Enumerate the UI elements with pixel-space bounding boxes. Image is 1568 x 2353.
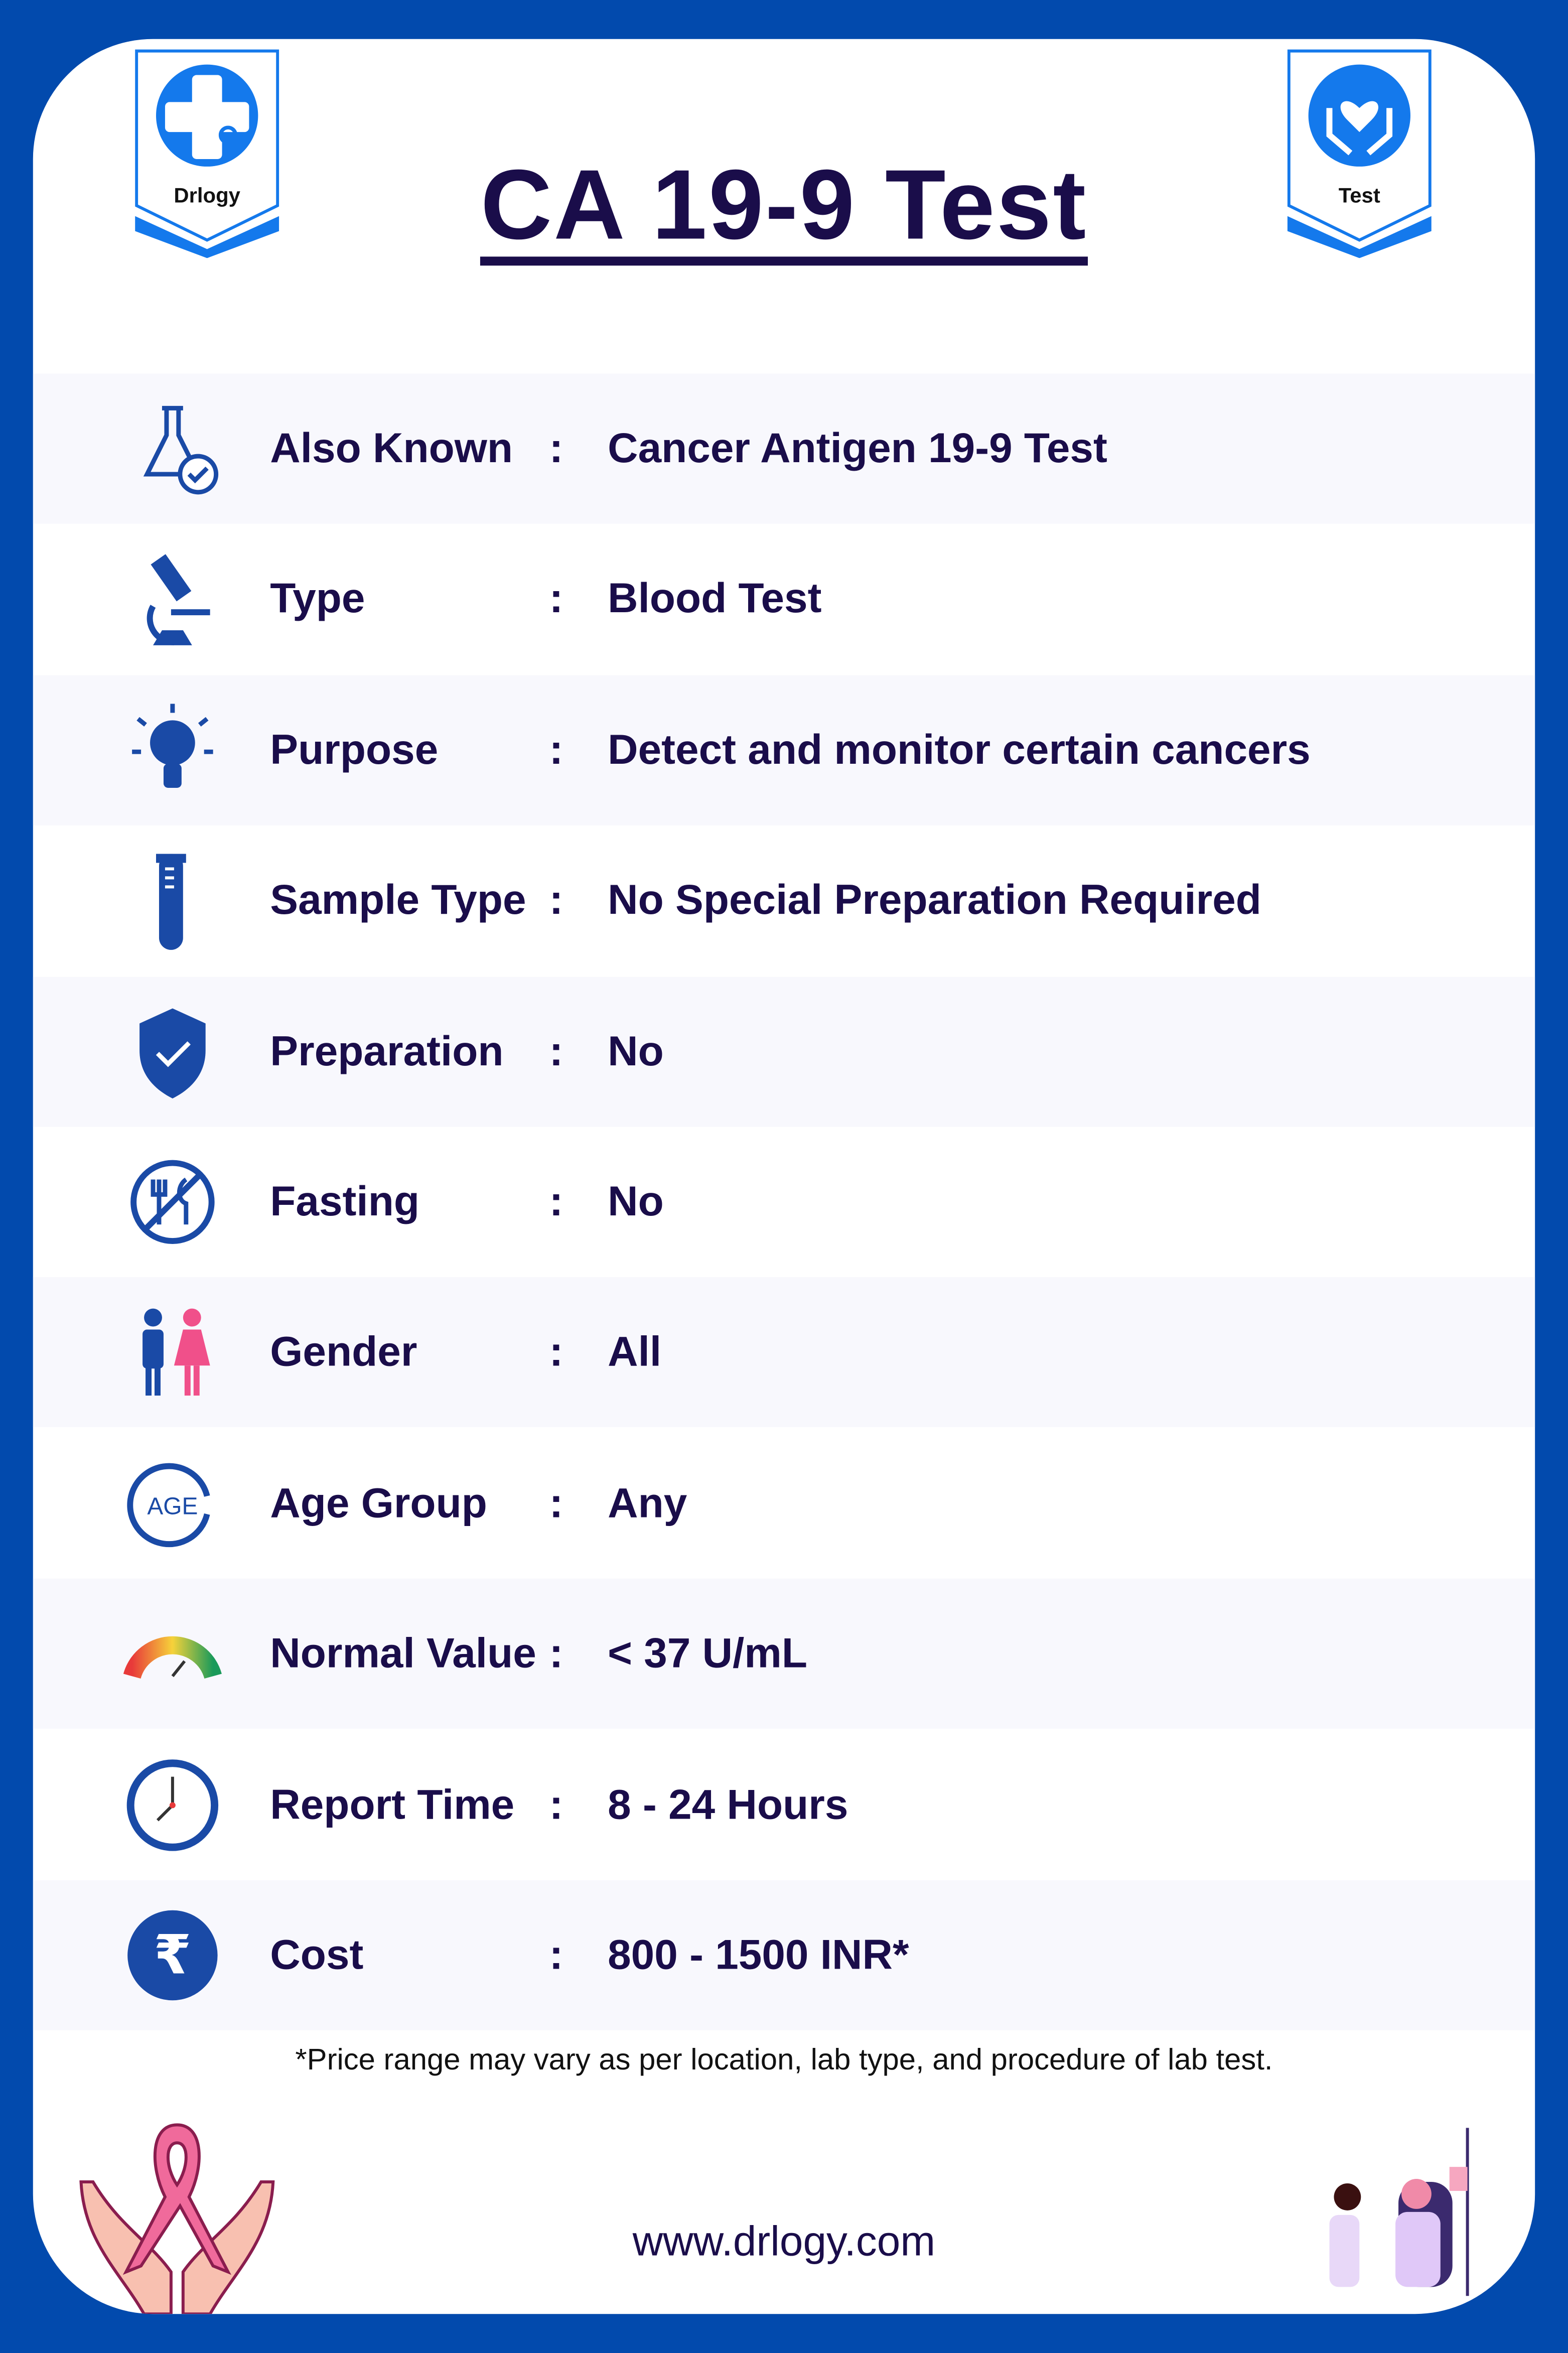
age-icon bbox=[120, 1451, 225, 1556]
ribbon-hands-icon bbox=[75, 2122, 279, 2314]
row-label: Report Time bbox=[270, 1780, 515, 1828]
microscope-icon bbox=[120, 547, 225, 652]
row-label: Preparation bbox=[270, 1027, 504, 1074]
info-card bbox=[33, 39, 1535, 2314]
info-row-normal-value bbox=[33, 1579, 1535, 1729]
row-separator: : bbox=[549, 1931, 563, 1978]
row-separator: : bbox=[549, 1630, 563, 1677]
row-label: Fasting bbox=[270, 1178, 420, 1225]
drlogy-label: Drlogy bbox=[174, 183, 240, 207]
row-value: 800 - 1500 INR* bbox=[608, 1931, 909, 1978]
row-label: Normal Value bbox=[270, 1630, 536, 1677]
info-row-also-known bbox=[33, 374, 1535, 524]
row-label: Sample Type bbox=[270, 876, 526, 923]
gauge-icon bbox=[120, 1601, 225, 1706]
row-value: Any bbox=[608, 1479, 687, 1526]
gender-icon bbox=[120, 1300, 225, 1405]
row-label: Cost bbox=[270, 1931, 364, 1978]
no-food-icon bbox=[120, 1150, 225, 1255]
row-separator: : bbox=[549, 575, 563, 622]
row-separator: : bbox=[549, 1780, 563, 1828]
row-separator: : bbox=[549, 1027, 563, 1074]
row-label: Type bbox=[270, 575, 365, 622]
row-label: Age Group bbox=[270, 1479, 487, 1526]
row-value: Detect and monitor certain cancers bbox=[608, 726, 1311, 773]
row-separator: : bbox=[549, 726, 563, 773]
row-label: Also Known bbox=[270, 425, 513, 471]
flask-check-icon bbox=[120, 396, 225, 501]
test-tube-icon bbox=[120, 848, 225, 953]
svg-text:₹: ₹ bbox=[154, 1923, 192, 1987]
row-value: No bbox=[608, 1027, 664, 1074]
row-separator: : bbox=[549, 1328, 563, 1375]
info-row-report-time bbox=[33, 1730, 1535, 1880]
row-separator: : bbox=[549, 1178, 563, 1225]
row-label: Purpose bbox=[270, 726, 439, 773]
patient-illustration-icon bbox=[1318, 2122, 1498, 2308]
row-value: No Special Preparation Required bbox=[608, 876, 1261, 923]
row-separator: : bbox=[549, 1479, 563, 1526]
rupee-icon bbox=[120, 1903, 225, 2008]
svg-text:AGE: AGE bbox=[147, 1492, 198, 1519]
info-row-cost bbox=[33, 1880, 1535, 2030]
info-row-preparation bbox=[33, 977, 1535, 1127]
info-row-gender bbox=[33, 1278, 1535, 1428]
test-label: Test bbox=[1338, 183, 1380, 207]
row-separator: : bbox=[549, 876, 563, 923]
page-title: CA 19-9 Test bbox=[33, 147, 1535, 265]
row-value: Cancer Antigen 19-9 Test bbox=[608, 425, 1107, 471]
info-row-age-group bbox=[33, 1428, 1535, 1578]
info-row-sample-type bbox=[33, 825, 1535, 976]
price-note: *Price range may vary as per location, lab type, and procedure of lab test. bbox=[295, 2043, 1273, 2077]
lightbulb-icon bbox=[120, 698, 225, 802]
info-row-fasting bbox=[33, 1127, 1535, 1277]
row-value: Blood Test bbox=[608, 575, 822, 622]
clock-icon bbox=[120, 1752, 225, 1857]
row-value: No bbox=[608, 1178, 664, 1225]
row-separator: : bbox=[549, 425, 563, 471]
row-value: 8 - 24 Hours bbox=[608, 1780, 848, 1828]
info-row-purpose bbox=[33, 675, 1535, 825]
row-value: All bbox=[608, 1328, 662, 1375]
info-row-type bbox=[33, 524, 1535, 674]
website-link[interactable]: www.drlogy.com bbox=[632, 2218, 936, 2265]
row-value: < 37 U/mL bbox=[608, 1630, 808, 1677]
row-label: Gender bbox=[270, 1328, 417, 1375]
shield-check-icon bbox=[120, 999, 225, 1103]
